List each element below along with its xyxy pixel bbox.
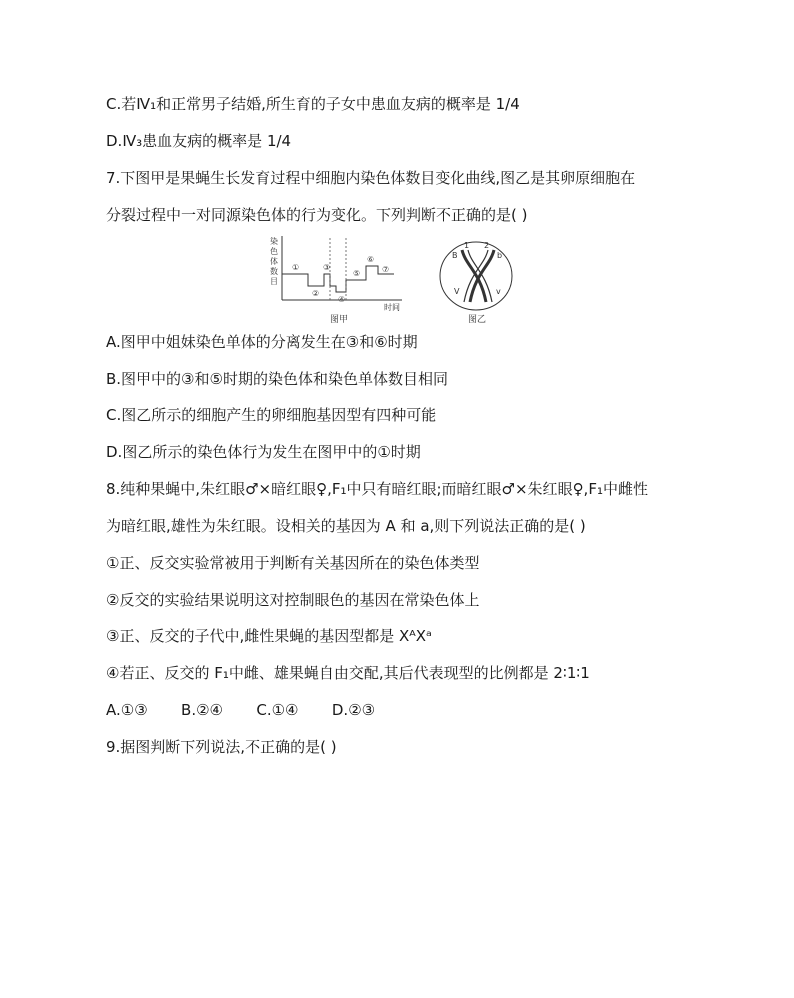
label-B: B — [452, 251, 458, 260]
text-line: C.图乙所示的细胞产生的卵细胞基因型有四种可能 — [106, 406, 437, 424]
stage-label: ⑥ — [367, 255, 375, 264]
stage-label: ⑦ — [382, 265, 390, 274]
text-line: 7.下图甲是果蝇生长发育过程中细胞内染色体数目变化曲线,图乙是其卵原细胞在 — [106, 169, 636, 187]
text-line: ①正、反交实验常被用于判断有关基因所在的染色体类型 — [106, 554, 480, 572]
y-label-char: 色 — [270, 247, 278, 256]
x-label: 时间 — [384, 303, 400, 312]
text-line: 9.据图判断下列说法,不正确的是( ) — [106, 738, 337, 756]
figure-svg — [266, 232, 526, 324]
caption-yi: 图乙 — [468, 315, 487, 324]
y-label-char: 体 — [270, 257, 278, 266]
text-line: A.①③ B.②④ C.①④ D.②③ — [106, 701, 376, 719]
text-line: 8.纯种果蝇中,朱红眼♂×暗红眼♀,F₁中只有暗红眼;而暗红眼♂×朱红眼♀,F₁中雌性 — [106, 480, 648, 498]
stage-label: ⑤ — [353, 269, 361, 278]
stage-label: ④ — [338, 295, 346, 304]
y-label-char: 目 — [270, 277, 278, 286]
figure-jia-yi — [266, 232, 526, 324]
text-line: 分裂过程中一对同源染色体的行为变化。下列判断不正确的是( ) — [106, 206, 528, 224]
label-b: b — [497, 251, 503, 260]
figure-yi — [440, 241, 512, 324]
text-line: ③正、反交的子代中,雌性果蝇的基因型都是 XᴬXᵃ — [106, 627, 432, 645]
stage-label: ② — [312, 289, 320, 298]
text-line: B.图甲中的③和⑤时期的染色体和染色单体数目相同 — [106, 370, 448, 388]
stage-label: ① — [292, 263, 300, 272]
caption-jia: 图甲 — [330, 315, 349, 324]
text-line: 为暗红眼,雄性为朱红眼。设相关的基因为 A 和 a,则下列说法正确的是( ) — [106, 517, 586, 535]
text-line: ④若正、反交的 F₁中雌、雄果蝇自由交配,其后代表现型的比例都是 2∶1∶1 — [106, 664, 590, 682]
text-line: A.图甲中姐妹染色单体的分离发生在③和⑥时期 — [106, 333, 418, 351]
y-label-char: 数 — [270, 267, 278, 276]
label-2: 2 — [484, 241, 490, 250]
text-line: C.若Ⅳ₁和正常男子结婚,所生育的子女中患血友病的概率是 1/4 — [106, 95, 520, 113]
label-V: V — [454, 287, 460, 296]
text-line: D.Ⅳ₃患血友病的概率是 1/4 — [106, 132, 292, 150]
label-1: 1 — [464, 241, 470, 250]
figure-jia — [270, 236, 402, 324]
stage-label: ③ — [323, 263, 331, 272]
y-label-char: 染 — [270, 237, 278, 246]
text-line: ②反交的实验结果说明这对控制眼色的基因在常染色体上 — [106, 591, 480, 609]
text-line: D.图乙所示的染色体行为发生在图甲中的①时期 — [106, 443, 421, 461]
label-v: v — [496, 287, 501, 296]
